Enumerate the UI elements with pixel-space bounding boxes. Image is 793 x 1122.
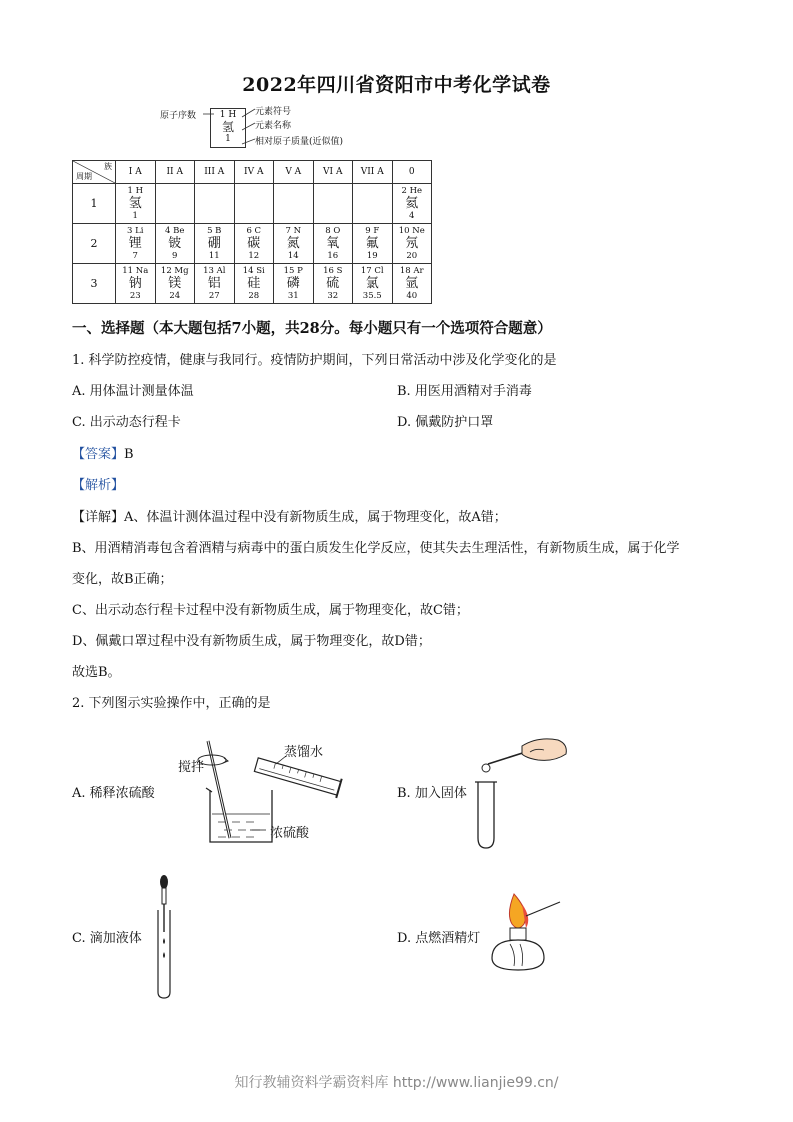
symbol-label: 元素符号 (255, 107, 292, 117)
element-name: 氟 (365, 236, 379, 251)
element-name: 铍 (168, 236, 182, 251)
element-mass: 12 (248, 251, 260, 261)
mass-label: 相对原子质量(近似值) (255, 137, 344, 147)
element-mass: 24 (169, 291, 181, 301)
element-symbol: 13 Al (203, 266, 226, 276)
element-mass: 27 (208, 291, 220, 301)
element-cell (234, 264, 274, 304)
distilled-water-label: 蒸馏水 (284, 745, 324, 760)
detail-line-1 (72, 506, 507, 525)
figure-drop-liquid (150, 870, 180, 1000)
element-cell (353, 224, 393, 264)
element-cell (392, 264, 432, 304)
element-name: 氯 (365, 276, 379, 291)
table-row (73, 264, 432, 304)
name-label: 元素名称 (255, 121, 292, 131)
element-cell (155, 184, 195, 224)
element-symbol: 4 Be (165, 226, 185, 236)
group-header: II A (155, 161, 195, 184)
group-header: VII A (353, 161, 393, 184)
concentrated-acid-label: 浓硫酸 (270, 826, 310, 841)
element-mass: 9 (172, 251, 178, 261)
element-cell (313, 264, 353, 304)
legend-box-name: 氢 (221, 120, 234, 134)
element-mass: 7 (132, 251, 138, 261)
element-symbol: 16 S (323, 266, 343, 276)
corner-group-label: 族 (104, 162, 112, 171)
section-heading: 一、选择题（本大题包括7小题，共28分。每小题只有一个选项符合题意） (72, 320, 552, 337)
element-mass: 1 (132, 211, 138, 221)
table-header-row (73, 161, 432, 184)
element-mass: 31 (287, 291, 299, 301)
element-mass: 11 (208, 251, 220, 261)
group-header: VI A (313, 161, 353, 184)
element-symbol: 1 H (127, 186, 144, 196)
element-cell (195, 264, 235, 304)
figure-add-solid (470, 730, 570, 850)
element-cell (353, 184, 393, 224)
period-number: 2 (73, 224, 116, 264)
page-title: 2022年四川省资阳市中考化学试卷 (242, 74, 551, 96)
beaker-cylinder-drawing (172, 738, 352, 848)
corner-period-label: 周期 (76, 172, 92, 181)
analysis-tag: 【解析】 (72, 478, 125, 493)
element-name: 氩 (405, 276, 419, 291)
element-symbol: 15 P (283, 266, 303, 276)
element-name: 氖 (405, 236, 419, 251)
detail-line-2: B、用酒精消毒包含着酒精与病毒中的蛋白质发生化学反应，使其失去生理活性，有新物质生成，属于化学 (72, 541, 680, 556)
q2-stem: 2. 下列图示实验操作中，正确的是 (72, 696, 271, 711)
element-cell (234, 224, 274, 264)
element-name: 氮 (286, 236, 300, 251)
element-cell (155, 224, 195, 264)
element-mass: 32 (327, 291, 339, 301)
element-mass: 28 (248, 291, 260, 301)
element-symbol: 18 Ar (399, 266, 424, 276)
answer-tag: 【答案】 (72, 447, 125, 462)
legend-box-symbol: 1 H (219, 110, 237, 120)
element-mass: 40 (406, 291, 418, 301)
detail-line-3: 变化，故B正确； (72, 572, 173, 587)
group-header: 0 (392, 161, 432, 184)
element-cell (274, 264, 314, 304)
q1-answer (72, 443, 134, 462)
element-mass: 16 (327, 251, 339, 261)
figure-light-lamp (488, 888, 578, 978)
element-symbol: 11 Na (122, 266, 149, 276)
figure-dilute-acid (172, 738, 352, 848)
element-name: 铝 (207, 276, 221, 291)
element-symbol: 3 Li (127, 226, 144, 236)
element-cell (195, 184, 235, 224)
table-row (73, 184, 432, 224)
period-number: 1 (73, 184, 116, 224)
element-name: 硫 (326, 276, 340, 291)
element-name: 碳 (247, 236, 261, 251)
q1-option-d: D. 佩戴防护口罩 (397, 415, 494, 430)
group-header: I A (116, 161, 156, 184)
element-cell (274, 184, 314, 224)
element-cell (116, 264, 156, 304)
detail-line-4: C、出示动态行程卡过程中没有新物质生成，属于物理变化，故C错； (72, 603, 469, 618)
q1-stem: 1. 科学防控疫情，健康与我同行。疫情防护期间，下列日常活动中涉及化学变化的是 (72, 353, 557, 368)
element-mass: 20 (406, 251, 418, 261)
element-cell (234, 184, 274, 224)
periodic-table (72, 160, 432, 304)
answer-value: B (124, 447, 134, 462)
stir-label: 搅拌 (178, 760, 205, 775)
element-cell (116, 184, 156, 224)
element-mass: 19 (366, 251, 378, 261)
element-symbol: 10 Ne (398, 226, 425, 236)
legend-pointer-lines (200, 104, 260, 154)
element-cell (392, 184, 432, 224)
element-mass: 4 (409, 211, 415, 221)
element-cell (392, 224, 432, 264)
element-name: 氦 (405, 196, 419, 211)
element-mass: 14 (287, 251, 299, 261)
element-name: 镁 (168, 276, 182, 291)
element-cell (116, 224, 156, 264)
group-header: IV A (234, 161, 274, 184)
element-name: 钠 (128, 276, 142, 291)
q2-option-c: C. 滴加液体 (72, 931, 142, 946)
element-mass: 35.5 (362, 291, 382, 301)
footer-watermark: 知行教辅资料学霸资料库 http://www.lianjie99.cn/ (234, 1075, 559, 1091)
element-symbol: 12 Mg (160, 266, 189, 276)
table-corner-cell (73, 161, 116, 184)
legend-box-mass: 1 (225, 134, 231, 144)
element-cell (155, 264, 195, 304)
element-name: 锂 (128, 236, 142, 251)
q2-option-d: D. 点燃酒精灯 (397, 931, 481, 946)
element-symbol: 8 O (325, 226, 341, 236)
atomic-number-label: 原子序数 (160, 111, 197, 121)
detail-line-5: D、佩戴口罩过程中没有新物质生成，属于物理变化，故D错； (72, 634, 431, 649)
element-symbol: 14 Si (242, 266, 265, 276)
q1-option-a: A. 用体温计测量体温 (72, 384, 194, 399)
element-symbol: 2 He (401, 186, 423, 196)
element-symbol: 6 C (246, 226, 262, 236)
element-name: 硅 (247, 276, 261, 291)
q1-option-c: C. 出示动态行程卡 (72, 415, 181, 430)
element-mass: 23 (129, 291, 141, 301)
element-name: 氧 (326, 236, 340, 251)
element-symbol: 9 F (365, 226, 380, 236)
element-cell (195, 224, 235, 264)
element-symbol: 17 Cl (360, 266, 384, 276)
element-name: 硼 (207, 236, 221, 251)
element-cell (353, 264, 393, 304)
table-row (73, 224, 432, 264)
element-legend (160, 104, 380, 154)
group-header: III A (195, 161, 235, 184)
element-symbol: 7 N (285, 226, 302, 236)
detail-text-1: A、体温计测体温过程中没有新物质生成，属于物理变化，故A错； (124, 510, 507, 525)
period-number: 3 (73, 264, 116, 304)
q1-option-b: B. 用医用酒精对手消毒 (397, 384, 532, 399)
element-cell (274, 224, 314, 264)
element-name: 磷 (286, 276, 300, 291)
element-name: 氢 (128, 196, 142, 211)
q2-option-a: A. 稀释浓硫酸 (72, 786, 155, 801)
group-header: V A (274, 161, 314, 184)
element-symbol: 5 B (207, 226, 222, 236)
element-cell (313, 184, 353, 224)
element-cell (313, 224, 353, 264)
detail-line-6: 故选B。 (72, 665, 121, 680)
q2-option-b: B. 加入固体 (397, 786, 467, 801)
detail-tag: 【详解】 (72, 510, 125, 525)
